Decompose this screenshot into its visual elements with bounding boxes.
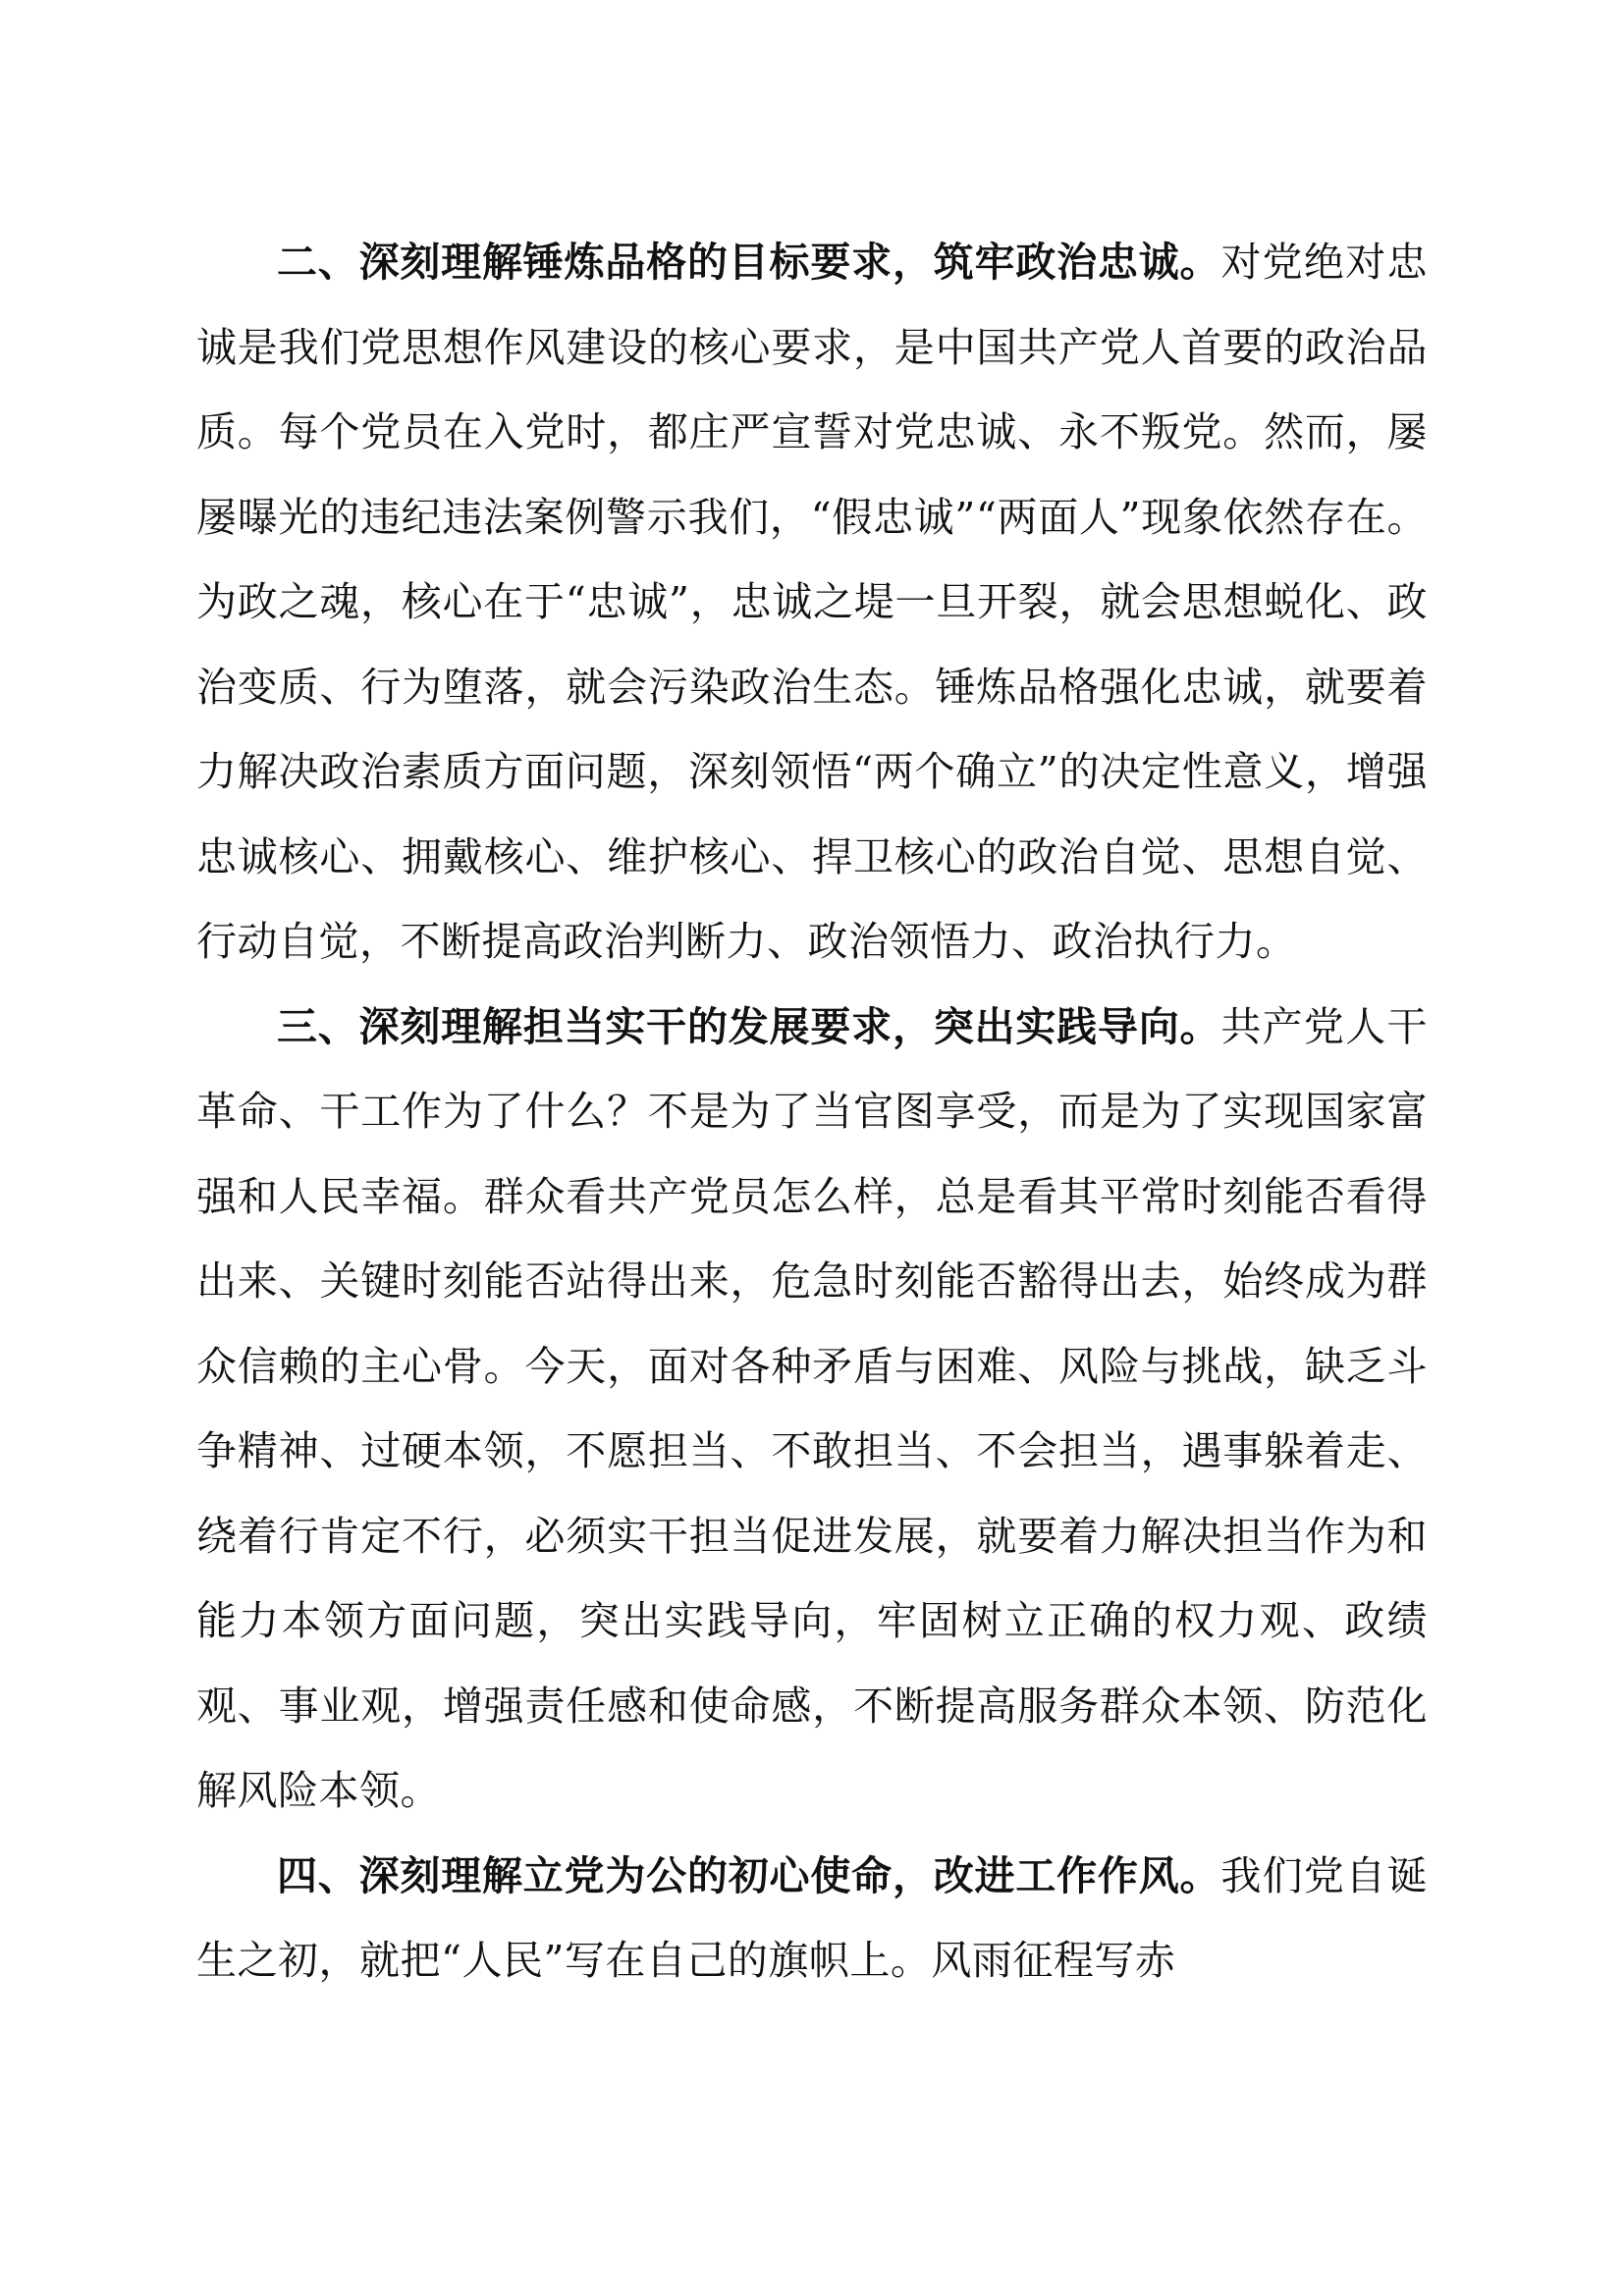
paragraph-four-heading: 四、深刻理解立党为公的初心使命，改进工作作风。 xyxy=(277,1851,1221,1899)
document-body xyxy=(196,220,1428,2003)
paragraph-two-body: 对党绝对忠诚是我们党思想作风建设的核心要求，是中国共产党人首要的政治品质。每个党员在入党时，都庄严宣誓对党忠诚、永不叛党。然而，屡屡曝光的违纪违法案例警示我们，“假忠诚”“两面人”现象依然存在。为政之魂，核心在于“忠诚”，忠诚之堤一旦开裂，就会思想蜕化、政治变质、行为堕落，就会污染政治生态。锤炼品格强化忠诚，就要着力解决政治素质方面问题，深刻领悟“两个确立”的决定性意义，增强忠诚核心、拥戴核心、维护核心、捍卫核心的政治自觉、思想自觉、行动自觉，不断提高政治判断力、政治领悟力、政治执行力。 xyxy=(196,239,1428,965)
paragraph-four-body: 我们党自诞生之初，就把“人民”写在自己的旗帜上。风雨征程写赤 xyxy=(196,1851,1428,1984)
paragraph-four xyxy=(196,1834,1428,2003)
paragraph-two-heading: 二、深刻理解锤炼品格的目标要求，筑牢政治忠诚。 xyxy=(277,239,1221,286)
paragraph-three xyxy=(196,985,1428,1834)
paragraph-three-body: 共产党人干革命、干工作为了什么？不是为了当官图享受，而是为了实现国家富强和人民幸福。群众看共产党员怎么样，总是看其平常时刻能否看得出来、关键时刻能否站得出来，危急时刻能否豁得出去，始终成为群众信赖的主心骨。今天，面对各种矛盾与困难、风险与挑战，缺乏斗争精神、过硬本领，不愿担当、不敢担当、不会担当，遇事躲着走、绕着行肯定不行，必须实干担当促进发展，就要着力解决担当作为和能力本领方面问题，突出实践导向，牢固树立正确的权力观、政绩观、事业观，增强责任感和使命感，不断提高服务群众本领、防范化解风险本领。 xyxy=(196,1002,1428,1814)
paragraph-three-heading: 三、深刻理解担当实干的发展要求，突出实践导向。 xyxy=(277,1002,1221,1050)
paragraph-two xyxy=(196,220,1428,985)
